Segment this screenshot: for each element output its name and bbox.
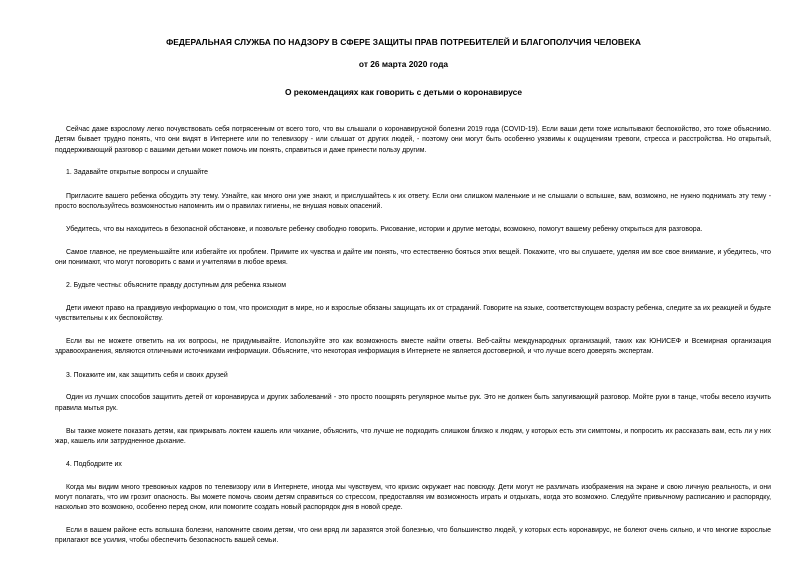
paragraph: Вы также можете показать детям, как прикрывать локтем кашель или чихание, объяснить, что лучше не подходить слишком близко к людям, у которых есть эти симптомы, и попросить их рассказать вам, есть ли у них жар, кашель или затрудненное дыхание. bbox=[55, 427, 771, 446]
paragraph: Самое главное, не преуменьшайте или избегайте их проблем. Примите их чувства и дайте им понять, что естественно бояться этих вещей. Покажите, что вы слушаете, уделяя им все свое внимание, и убедитесь, что они понимают, что могут поговорить с вами и учителями в любое время. bbox=[55, 248, 771, 266]
paragraph: Один из лучших способов защитить детей от коронавируса и других заболеваний - это просто поощрять регулярное мытье рук. Это не должен быть запугивающий разговор. Мойте руки в танце, чтобы весело изучить правила мытья рук. bbox=[55, 394, 771, 412]
section-heading-3: 3. Покажите им, как защитить себя и своих друзей bbox=[66, 371, 228, 379]
document-date: от 26 марта 2020 года bbox=[358, 59, 449, 69]
paragraph: Убедитесь, что вы находитесь в безопасной обстановке, и позвольте ребенку свободно говорить. Рисование, истории и другие методы, возможно, помогут вашему ребенку открыться для разговора. bbox=[66, 225, 703, 233]
document-title: О рекомендациях как говорить с детьми о коронавирусе bbox=[284, 87, 523, 97]
document-body bbox=[55, 125, 771, 547]
paragraph: Если в вашем районе есть вспышка болезни, напомните своим детям, что они вряд ли заразятся этой болезнью, что большинство людей, у которых есть коронавирус, не болеют очень сильно, и что многие взрослые прилагают все усилия, чтобы обеспечить безопасность вашей семьи. bbox=[55, 527, 771, 545]
section-heading-1: 1. Задавайте открытые вопросы и слушайте bbox=[66, 169, 209, 177]
agency-name: ФЕДЕРАЛЬНАЯ СЛУЖБА ПО НАДЗОРУ В СФЕРЕ ЗАЩИТЫ ПРАВ ПОТРЕБИТЕЛЕЙ И БЛАГОПОЛУЧИЯ ЧЕЛОВЕКА bbox=[166, 37, 641, 47]
paragraph: Пригласите вашего ребенка обсудить эту тему. Узнайте, как много они уже знают, и прислушайтесь к их ответу. Если они слишком маленькие и не слышали о вспышке, вам, возможно, не нужно поднимать эту тему - просто воспользуйтесь возможностью напомнить им о правилах гигиены, не внушая новых опасений. bbox=[55, 192, 771, 210]
paragraph: Дети имеют право на правдивую информацию о том, что происходит в мире, но и взрослые обязаны защищать их от страданий. Говорите на языке, соответствующем возрасту ребенка, следите за их реакцией и будьте чувствительны к их беспокойству. bbox=[55, 304, 771, 323]
section-heading-2: 2. Будьте честны: объясните правду доступным для ребенка языком bbox=[66, 282, 286, 290]
paragraph-intro: Сейчас даже взрослому легко почувствовать себя потрясенным от всего того, что вы слышали о коронавирусной болезни 2019 года (COVID-19). Если ваши дети тоже испытывают беспокойство, это тоже объяснимо. Детям бывает трудно понять, что они видят в Интернете или по телевизору - или слышат от других людей, - поэтому они могут быть особенно уязвимы к ощущениям тревоги, стресса и расстройства. Но открытый, поддерживающий разговор с вашими детьми может помочь им понять, справиться и даже принести пользу другим. bbox=[55, 126, 771, 154]
section-heading-4: 4. Подбодрите их bbox=[66, 460, 122, 468]
paragraph: Когда мы видим много тревожных кадров по телевизору или в Интернете, иногда мы чувствуем, что кризис окружает нас повсюду. Дети могут не различать изображения на экране и свою личную реальность, и они могут полагать, что им грозит опасность. Вы можете помочь своим детям справиться со стрессом, предоставляя им возможность играть и отдыхать, когда это возможно. Следуйте привычному расписанию и распорядку, насколько это возможно, особенно перед сном, или помогите создать новый распорядок дня в новой среде. bbox=[55, 483, 771, 512]
paragraph: Если вы не можете ответить на их вопросы, не придумывайте. Используйте это как возможность вместе найти ответы. Веб-сайты международных организаций, таких как ЮНИСЕФ и Всемирная организация здравоохранения, являются отличными источниками информации. Объясните, что некоторая информация в Интернете не является достоверной, и что лучше всего доверять экспертам. bbox=[55, 338, 771, 356]
